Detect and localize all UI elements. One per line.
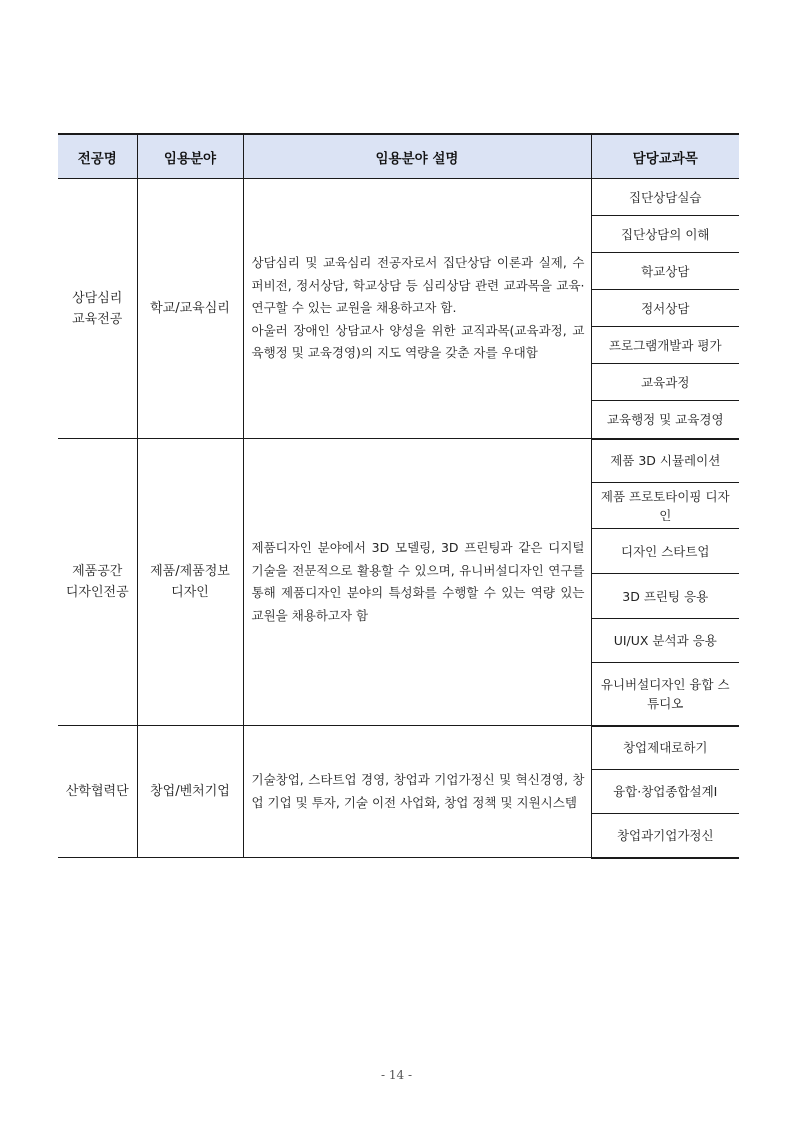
subject-cell: 3D 프린팅 응용 [591,574,739,619]
subject-cell: 디자인 스타트업 [591,529,739,574]
description-cell-design [243,439,591,726]
table-row [58,726,739,770]
major-line: 디자인전공 [65,585,129,600]
header-major: 전공명 [58,134,137,179]
subject-cell: 유니버설디자인 융합 스튜디오 [591,663,739,726]
field-cell-design [137,439,243,726]
subject-cell: 창업과기업가정신 [591,814,739,858]
major-cell-counseling [58,179,137,439]
subject-cell: 교육행정 및 교육경영 [591,401,739,439]
subject-cell: UI/UX 분석과 응용 [591,619,739,663]
description-cell-counseling [243,179,591,439]
subject-cell: 정서상담 [591,290,739,327]
subject-cell: 교육과정 [591,364,739,401]
subject-cell: 집단상담의 이해 [591,216,739,253]
subject-cell: 제품 3D 시뮬레이션 [591,439,739,483]
description-paragraph: 제품디자인 분야에서 3D 모델링, 3D 프린팅과 같은 디지털 기술을 전문적으로 활용할 수 있으며, 유니버설디자인 연구를 통해 제품디자인 분야의 특성화를 수행할 수 있는 역량 있는 교원을 채용하고자 함 [251,540,585,623]
table-header-row [58,134,739,179]
header-subjects: 담당교과목 [591,134,739,179]
description-paragraph: 기술창업, 스타트업 경영, 창업과 기업가정신 및 혁신경영, 창업 기업 및 투자, 기술 이전 사업화, 창업 정책 및 지원시스템 [251,772,585,810]
subject-cell: 집단상담실습 [591,179,739,216]
subject-cell: 제품 프로토타이핑 디자인 [591,483,739,529]
header-description: 임용분야 설명 [243,134,591,179]
field-line: 학교/교육심리 [150,301,230,316]
field-line: 디자인 [171,585,209,600]
header-field: 임용분야 [137,134,243,179]
table-row [58,439,739,483]
subject-cell: 창업제대로하기 [591,726,739,770]
subject-cell: 융합·창업종합설계Ⅰ [591,770,739,814]
field-line: 제품/제품정보 [150,564,230,579]
field-line: 창업/벤처기업 [150,784,230,799]
major-cell-design [58,439,137,726]
subject-cell: 프로그램개발과 평가 [591,327,739,364]
major-line: 상담심리 [72,290,123,306]
recruitment-table [58,133,739,859]
major-line: 산학협력단 [65,784,129,799]
field-cell-industry [137,726,243,858]
field-cell-counseling [137,179,243,439]
description-cell-industry [243,726,591,858]
major-line: 제품공간 [72,564,123,579]
subject-cell: 학교상담 [591,253,739,290]
major-cell-industry [58,726,137,858]
major-line: 교육전공 [72,311,123,327]
description-paragraph: 상담심리 및 교육심리 전공자로서 집단상담 이론과 실제, 수퍼비전, 정서상담, 학교상담 등 심리상담 관련 교과목을 교육·연구할 수 있는 교원을 채용하고자 함. [251,255,585,316]
page-number: - 14 - [380,1068,412,1082]
description-paragraph: 아울러 장애인 상담교사 양성을 위한 교직과목(교육과정, 교육행정 및 교육경영)의 지도 역량을 갖춘 자를 우대함 [251,322,585,361]
table-row [58,179,739,216]
